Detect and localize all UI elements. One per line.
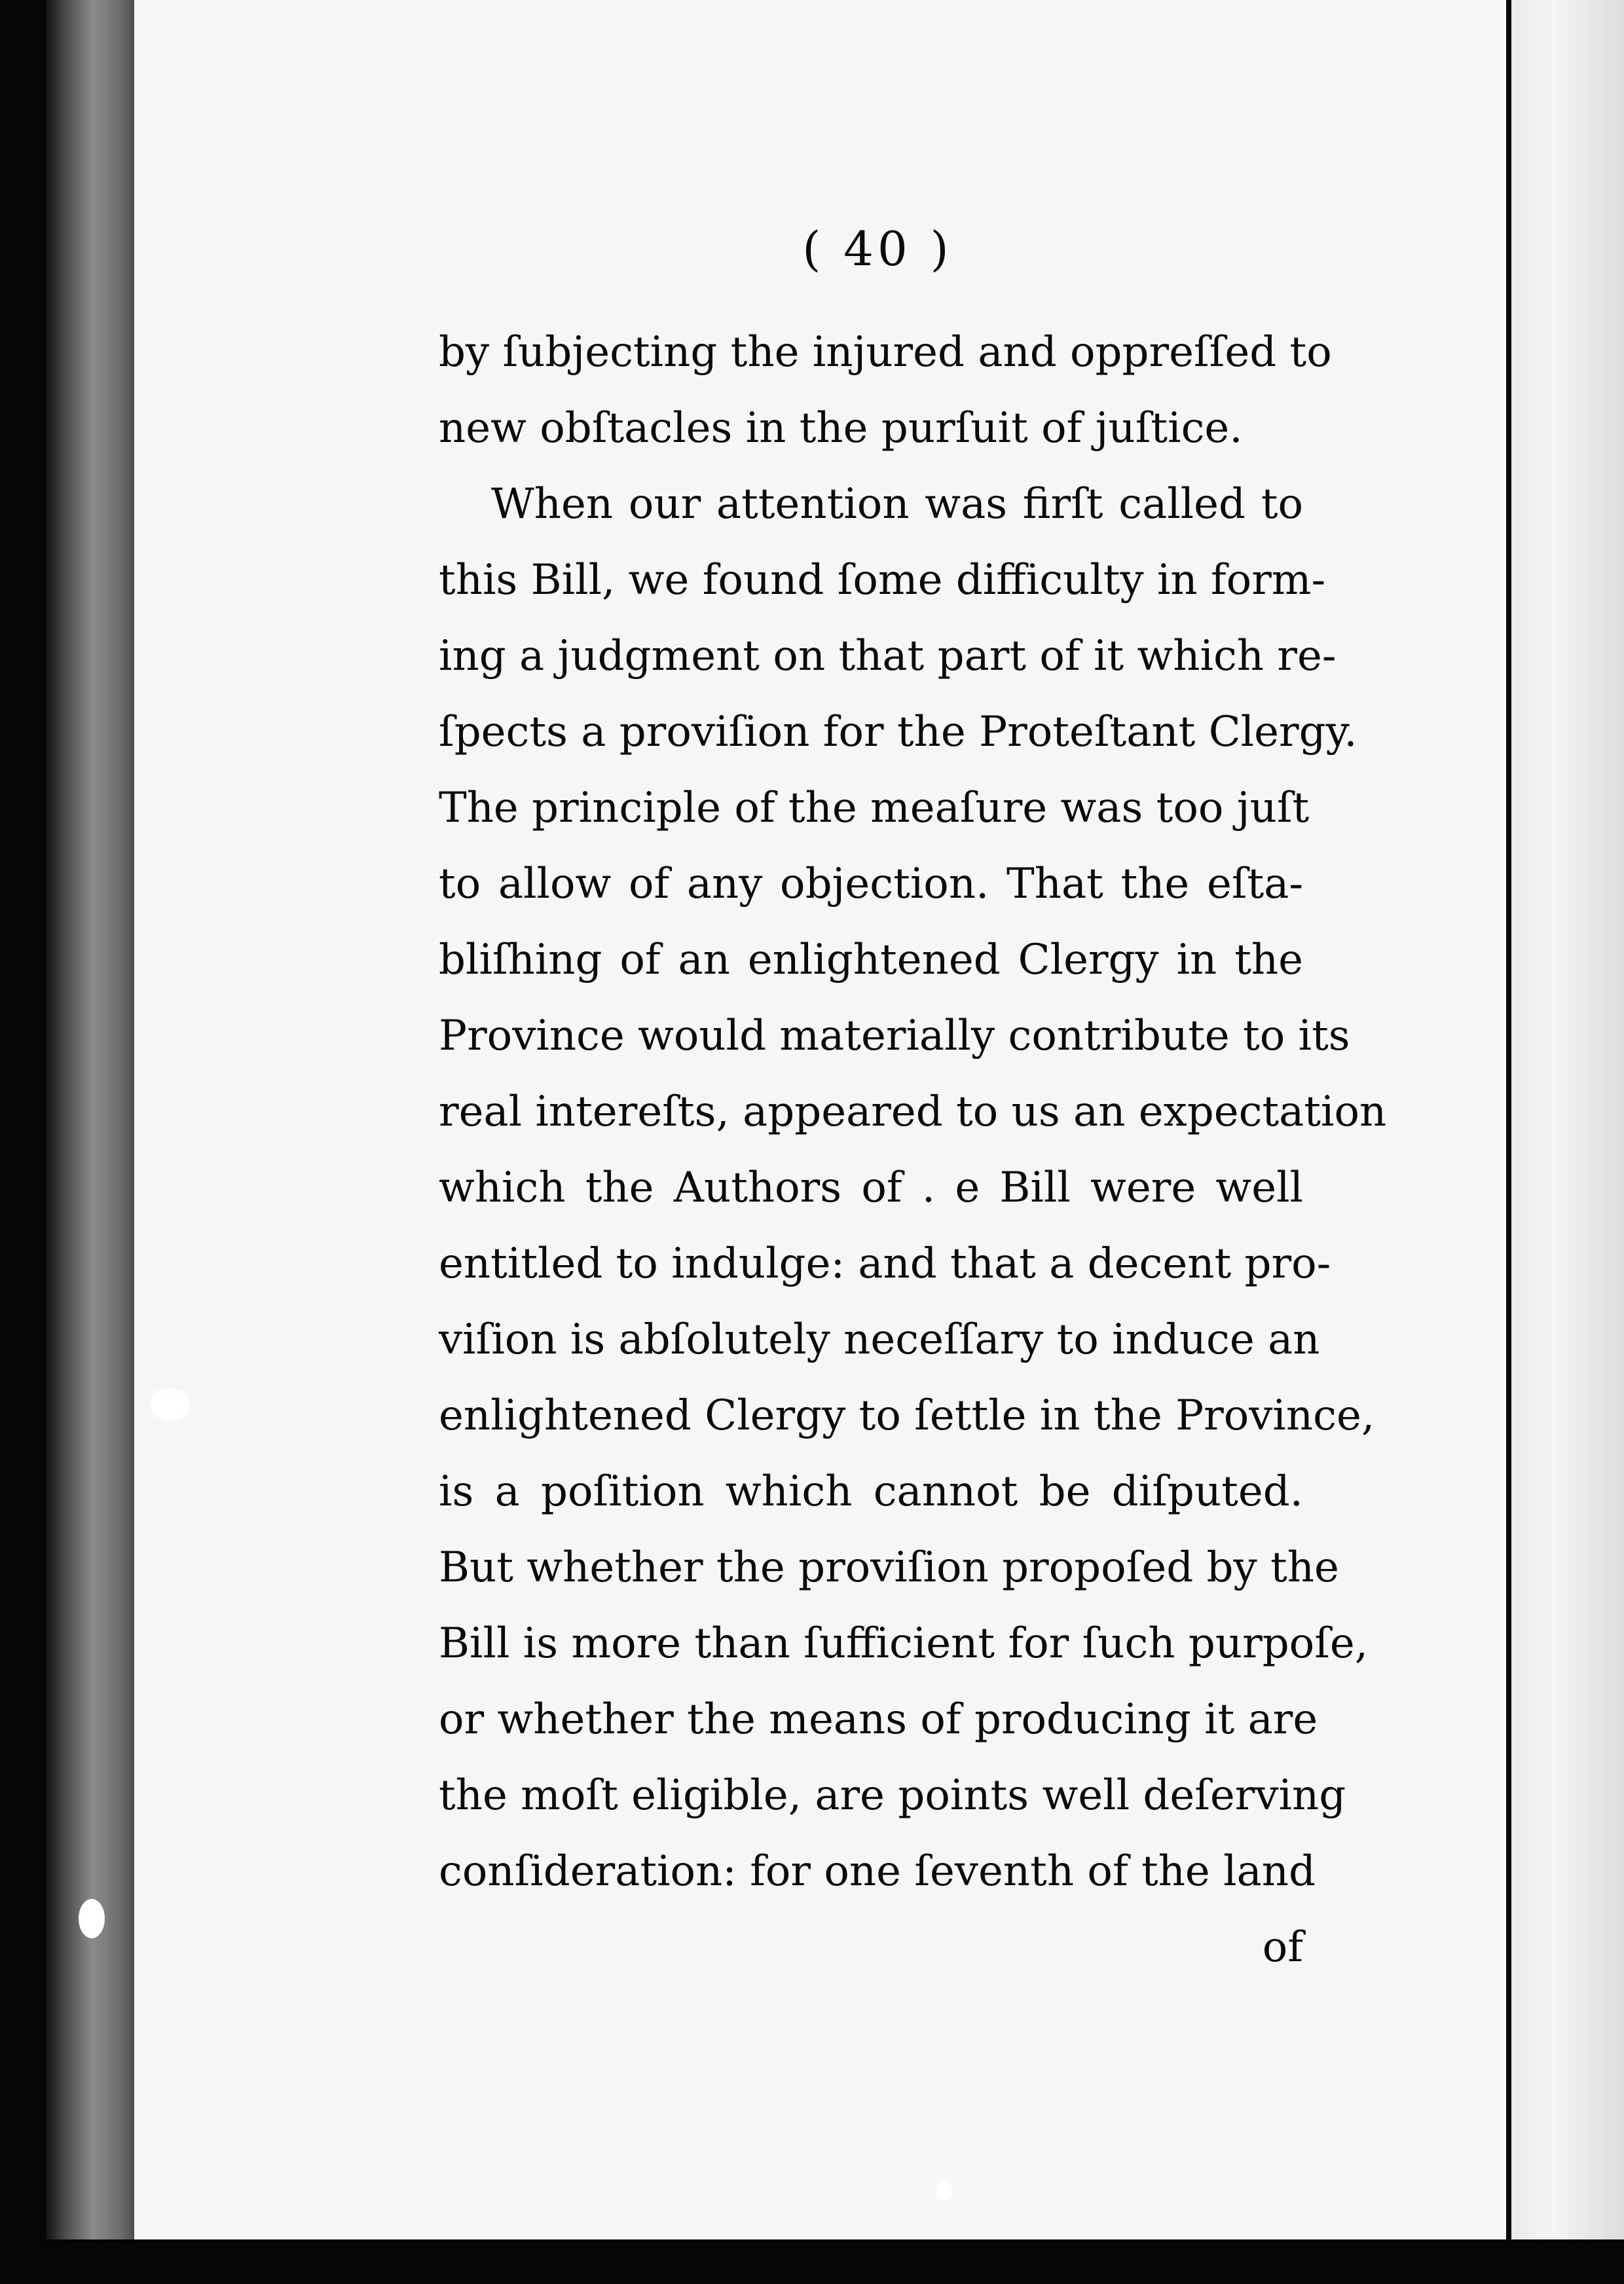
text-line: bliſhing of an enlightened Clergy in the [439,936,1303,984]
scan-speck [79,1899,105,1938]
text-line: this Bill, we found ſome difficulty in form- [439,556,1326,604]
text-line: ſpects a proviſion for the Proteſtant Clergy. [439,708,1357,756]
text-line: viſion is abſolutely neceſſary to induce an [439,1316,1320,1364]
page-text [439,216,1387,1985]
text-line: the moſt eligible, are points well deſerving [439,1771,1346,1820]
page-divider [1506,0,1511,2239]
text-line: ing a judgment on that part of it which re- [439,632,1337,680]
text-line: enlightened Clergy to ſettle in the Province, [439,1391,1375,1440]
text-line: entitled to indulge: and that a decent pro- [439,1240,1331,1288]
scan-speck [936,2181,952,2200]
text-line: new obſtacles in the purſuit of juſtice. [439,404,1243,452]
text-line: real intereſts, appeared to us an expectation [439,1088,1387,1136]
text-line: to allow of any objection. That the eſta- [439,860,1303,908]
text-line: But whether the proviſion propoſed by the [439,1543,1339,1592]
text-line: is a poſition which cannot be diſputed. [439,1467,1303,1516]
text-line: conſideration: for one ſeventh of the land [439,1847,1316,1896]
text-line: Bill is more than ſufficient for ſuch purpoſe, [439,1619,1369,1668]
text-line: Province would materially contribute to its [439,1012,1350,1060]
text-line: The principle of the meaſure was too juſt [439,784,1310,832]
catchword: of [1262,1923,1303,1972]
text-line: by ſubjecting the injured and oppreſſed to [439,328,1332,377]
text-line: which the Authors of . e Bill were well [439,1164,1303,1212]
adjacent-page-edge [1506,0,1624,2239]
scan-speck [151,1388,190,1421]
text-line: When our attention was firſt called to [491,480,1303,528]
text-line: or whether the means of producing it are [439,1695,1318,1744]
paragraph-2 [439,466,1387,1909]
paragraph-1 [439,314,1332,466]
page-number: ( 40 ) [802,221,953,276]
